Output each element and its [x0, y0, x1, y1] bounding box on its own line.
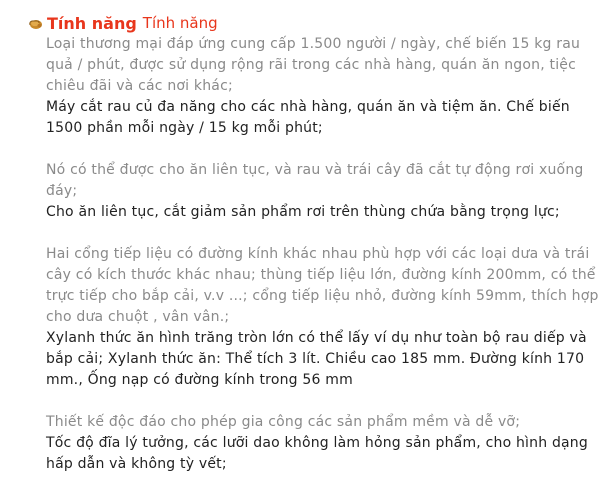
paragraph-spacer — [46, 223, 606, 244]
translated-paragraph: Tốc độ đĩa lý tưởng, các lưỡi dao không làm hỏng sản phẩm, cho hình dạng hấp dẫn và không tỳ vết; — [46, 435, 588, 472]
feature-list — [46, 34, 606, 475]
translated-paragraph: Xylanh thức ăn hình trăng tròn lớn có thể lấy ví dụ như toàn bộ rau diếp và bắp cải; Xylanh thức ăn: Thể tích 3 lít. Chiều cao 185 mm. Đường kính 170 mm., Ống nạp có đường kính trong 56 mm — [46, 330, 587, 388]
translated-paragraph: Máy cắt rau củ đa năng cho các nhà hàng, quán ăn và tiệm ăn. Chế biến 1500 phần mỗi ngày / 15 kg mỗi phút; — [46, 99, 570, 136]
source-paragraph: Loại thương mại đáp ứng cung cấp 1.500 người / ngày, chế biến 15 kg rau quả / phút, được sử dụng rộng rãi trong các nhà hàng, quán ăn ngon, tiệc chiêu đãi và các nơi khác; — [46, 36, 581, 94]
paragraph-spacer — [46, 139, 606, 160]
section-title: Tính năng — [47, 13, 137, 33]
section-header — [28, 12, 218, 34]
paragraph-spacer — [46, 391, 606, 412]
bullet-hand-icon — [28, 16, 43, 31]
source-paragraph: Nó có thể được cho ăn liên tục, và rau và trái cây đã cắt tự động rơi xuống đáy; — [46, 162, 584, 199]
source-paragraph: Thiết kế độc đáo cho phép gia công các sản phẩm mềm và dễ vỡ; — [46, 414, 521, 430]
section-title-translation: Tính năng — [142, 14, 218, 32]
source-paragraph: Hai cổng tiếp liệu có đường kính khác nhau phù hợp với các loại dưa và trái cây có kích thước khác nhau; thùng tiếp liệu lớn, đường kính 200mm, có thể trực tiếp cho bắp cải, v.v ...; cổng tiếp liệu nhỏ, đường kính 59mm, thích hợp cho dưa chuột , vân vân.; — [46, 246, 599, 325]
translated-paragraph: Cho ăn liên tục, cắt giảm sản phẩm rơi trên thùng chứa bằng trọng lực; — [46, 204, 560, 220]
